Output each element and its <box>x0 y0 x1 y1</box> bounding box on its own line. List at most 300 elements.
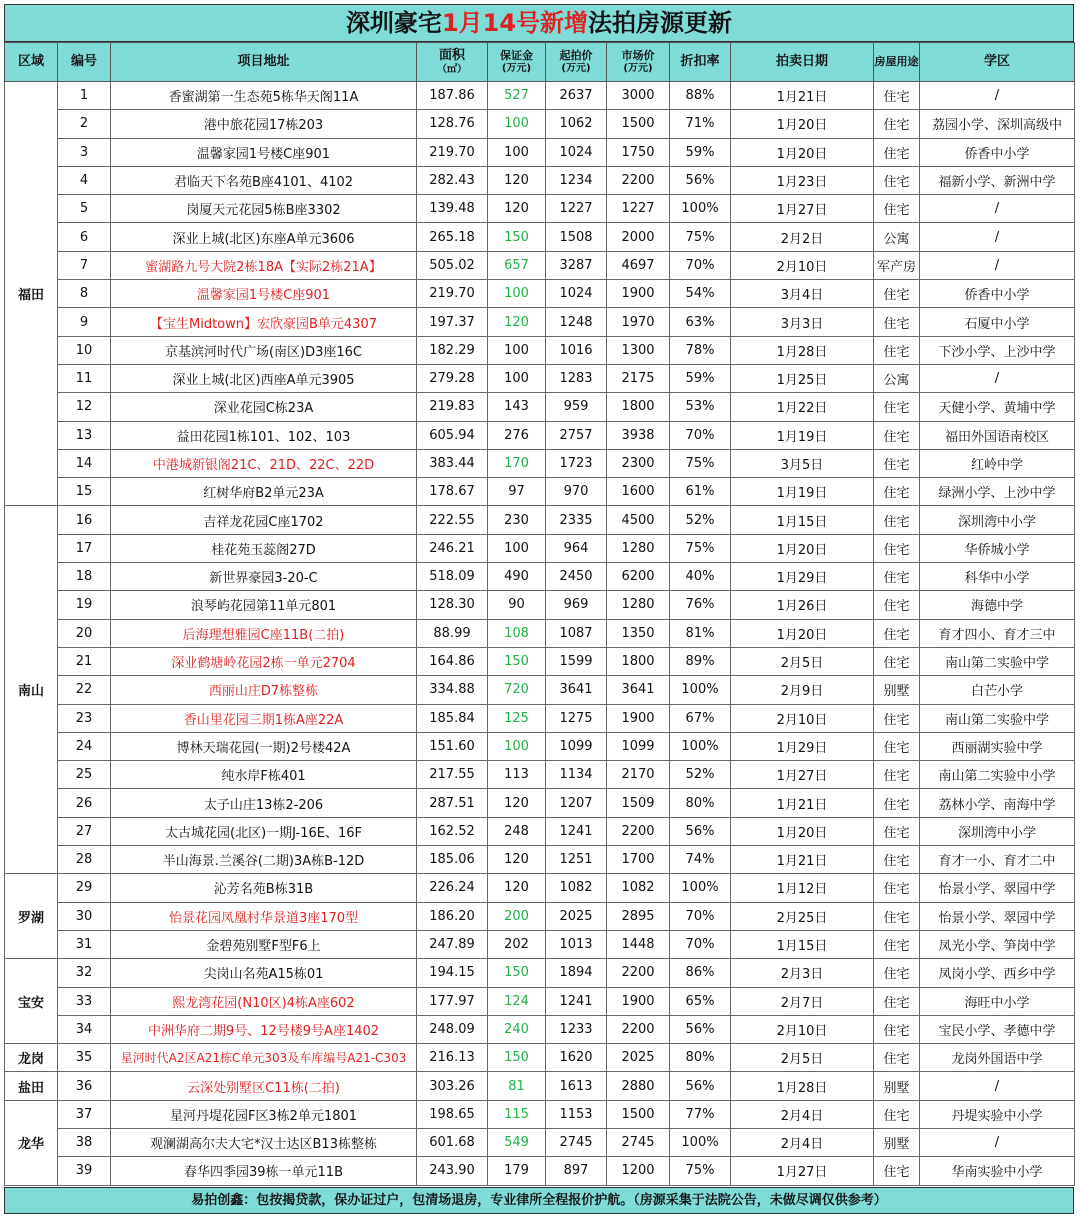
row-no: 6 <box>58 223 111 251</box>
area-cell: 248.09 <box>417 1015 488 1043</box>
deposit-cell: 120 <box>488 166 546 194</box>
deposit-cell: 240 <box>488 1015 546 1043</box>
deposit-cell: 143 <box>488 393 546 421</box>
col-area-unit: （㎡） <box>437 63 467 75</box>
usage-cell: 住宅 <box>874 1100 920 1128</box>
deposit-cell: 179 <box>488 1157 546 1185</box>
usage-cell: 住宅 <box>874 563 920 591</box>
school-cell: 石厦中小学 <box>920 308 1075 336</box>
market-price-cell: 3641 <box>607 676 670 704</box>
row-no: 19 <box>58 591 111 619</box>
usage-cell: 住宅 <box>874 478 920 506</box>
usage-cell: 住宅 <box>874 534 920 562</box>
address-cell: 春华四季园39栋一单元11B <box>111 1157 417 1185</box>
col-no-label: 编号 <box>70 53 97 69</box>
deposit-cell: 150 <box>488 647 546 675</box>
auction-date-cell: 1月26日 <box>731 591 874 619</box>
start-price-cell: 1013 <box>546 930 607 958</box>
discount-cell: 75% <box>670 534 731 562</box>
area-cell: 198.65 <box>417 1100 488 1128</box>
usage-cell: 住宅 <box>874 138 920 166</box>
page-title <box>4 4 1074 42</box>
table-row <box>5 308 1075 336</box>
area-cell: 185.06 <box>417 846 488 874</box>
school-cell: / <box>920 223 1075 251</box>
start-price-cell: 1508 <box>546 223 607 251</box>
address-cell: 君临天下名苑B座4101、4102 <box>111 166 417 194</box>
table-row <box>5 393 1075 421</box>
start-price-cell: 897 <box>546 1157 607 1185</box>
discount-cell: 75% <box>670 223 731 251</box>
auction-date-cell: 1月20日 <box>731 534 874 562</box>
address-cell: 云深处别墅区C11栋(二拍) <box>111 1072 417 1100</box>
col-deposit <box>488 43 546 82</box>
usage-cell: 别墅 <box>874 676 920 704</box>
area-cell: 219.83 <box>417 393 488 421</box>
address-cell: 中港城新银阁21C、21D、22C、22D <box>111 449 417 477</box>
discount-cell: 74% <box>670 846 731 874</box>
district-cell: 盐田 <box>5 1072 58 1100</box>
deposit-cell: 120 <box>488 308 546 336</box>
row-no: 9 <box>58 308 111 336</box>
market-price-cell: 1970 <box>607 308 670 336</box>
deposit-cell: 124 <box>488 987 546 1015</box>
deposit-cell: 230 <box>488 506 546 534</box>
auction-date-cell: 2月7日 <box>731 987 874 1015</box>
deposit-cell: 100 <box>488 110 546 138</box>
table-row <box>5 874 1075 902</box>
area-cell: 177.97 <box>417 987 488 1015</box>
listing-body <box>5 82 1075 1186</box>
school-cell: 南山第二实验中小学 <box>920 761 1075 789</box>
area-cell: 217.55 <box>417 761 488 789</box>
deposit-cell: 527 <box>488 82 546 110</box>
school-cell: 荔林小学、南海中学 <box>920 789 1075 817</box>
table-row <box>5 1015 1075 1043</box>
discount-cell: 40% <box>670 563 731 591</box>
market-price-cell: 6200 <box>607 563 670 591</box>
school-cell: / <box>920 82 1075 110</box>
address-cell: 博林天瑞花园(一期)2号楼42A <box>111 732 417 760</box>
auction-date-cell: 1月22日 <box>731 393 874 421</box>
start-price-cell: 1016 <box>546 336 607 364</box>
col-address <box>111 43 417 82</box>
market-price-cell: 1500 <box>607 1100 670 1128</box>
auction-date-cell: 2月10日 <box>731 251 874 279</box>
area-cell: 226.24 <box>417 874 488 902</box>
address-cell: 香山里花园三期1栋A座22A <box>111 704 417 732</box>
start-price-cell: 2335 <box>546 506 607 534</box>
start-price-cell: 969 <box>546 591 607 619</box>
school-cell: 红岭中学 <box>920 449 1075 477</box>
school-cell: 凤岗小学、西乡中学 <box>920 959 1075 987</box>
col-start-label: 起拍价 <box>559 48 593 62</box>
market-price-cell: 1300 <box>607 336 670 364</box>
table-row <box>5 619 1075 647</box>
table-row <box>5 364 1075 392</box>
market-price-cell: 1800 <box>607 647 670 675</box>
usage-cell: 住宅 <box>874 846 920 874</box>
usage-cell: 住宅 <box>874 1157 920 1185</box>
usage-cell: 别墅 <box>874 1128 920 1156</box>
discount-cell: 70% <box>670 421 731 449</box>
table-row <box>5 478 1075 506</box>
auction-date-cell: 2月5日 <box>731 1044 874 1072</box>
row-no: 4 <box>58 166 111 194</box>
school-cell: 荔园小学、深圳高级中 <box>920 110 1075 138</box>
area-cell: 197.37 <box>417 308 488 336</box>
auction-date-cell: 2月3日 <box>731 959 874 987</box>
deposit-cell: 150 <box>488 959 546 987</box>
usage-cell: 住宅 <box>874 959 920 987</box>
auction-date-cell: 1月19日 <box>731 478 874 506</box>
area-cell: 151.60 <box>417 732 488 760</box>
table-row <box>5 82 1075 110</box>
area-cell: 187.86 <box>417 82 488 110</box>
market-price-cell: 2170 <box>607 761 670 789</box>
market-price-cell: 1900 <box>607 280 670 308</box>
start-price-cell: 1207 <box>546 789 607 817</box>
school-cell: / <box>920 195 1075 223</box>
discount-cell: 80% <box>670 789 731 817</box>
deposit-cell: 113 <box>488 761 546 789</box>
table-row <box>5 789 1075 817</box>
area-cell: 303.26 <box>417 1072 488 1100</box>
deposit-cell: 490 <box>488 563 546 591</box>
discount-cell: 70% <box>670 902 731 930</box>
usage-cell: 住宅 <box>874 647 920 675</box>
table-row <box>5 959 1075 987</box>
area-cell: 219.70 <box>417 280 488 308</box>
discount-cell: 59% <box>670 138 731 166</box>
address-cell: 益田花园1栋101、102、103 <box>111 421 417 449</box>
usage-cell: 住宅 <box>874 195 920 223</box>
discount-cell: 53% <box>670 393 731 421</box>
school-cell: 海德中学 <box>920 591 1075 619</box>
table-row <box>5 138 1075 166</box>
market-price-cell: 1750 <box>607 138 670 166</box>
deposit-cell: 150 <box>488 1044 546 1072</box>
usage-cell: 住宅 <box>874 761 920 789</box>
deposit-cell: 150 <box>488 223 546 251</box>
district-cell: 龙岗 <box>5 1044 58 1072</box>
auction-date-cell: 1月12日 <box>731 874 874 902</box>
address-cell: 深业上城(北区)东座A单元3606 <box>111 223 417 251</box>
auction-date-cell: 1月21日 <box>731 789 874 817</box>
address-cell: 【宝生Midtown】宏欣豪园B单元4307 <box>111 308 417 336</box>
address-cell: 纯水岸F栋401 <box>111 761 417 789</box>
table-row <box>5 732 1075 760</box>
row-no: 24 <box>58 732 111 760</box>
deposit-cell: 200 <box>488 902 546 930</box>
start-price-cell: 1723 <box>546 449 607 477</box>
address-cell: 蜜湖路九号大院2栋18A【实际2栋21A】 <box>111 251 417 279</box>
col-area-label: 面积 <box>438 47 465 63</box>
deposit-cell: 90 <box>488 591 546 619</box>
start-price-cell: 964 <box>546 534 607 562</box>
district-cell: 宝安 <box>5 959 58 1044</box>
district-cell: 龙华 <box>5 1100 58 1185</box>
row-no: 28 <box>58 846 111 874</box>
row-no: 2 <box>58 110 111 138</box>
start-price-cell: 1233 <box>546 1015 607 1043</box>
col-area <box>417 43 488 82</box>
table-row <box>5 280 1075 308</box>
school-cell: 福新小学、新洲中学 <box>920 166 1075 194</box>
address-cell: 浪琴屿花园第11单元801 <box>111 591 417 619</box>
col-district-label: 区域 <box>17 53 44 69</box>
start-price-cell: 1275 <box>546 704 607 732</box>
auction-date-cell: 1月28日 <box>731 1072 874 1100</box>
school-cell: 下沙小学、上沙中学 <box>920 336 1075 364</box>
start-price-cell: 2450 <box>546 563 607 591</box>
col-market-unit: (万元) <box>623 62 653 74</box>
deposit-cell: 120 <box>488 195 546 223</box>
market-price-cell: 2000 <box>607 223 670 251</box>
deposit-cell: 81 <box>488 1072 546 1100</box>
start-price-cell: 1134 <box>546 761 607 789</box>
start-price-cell: 1024 <box>546 280 607 308</box>
auction-date-cell: 1月20日 <box>731 110 874 138</box>
row-no: 38 <box>58 1128 111 1156</box>
market-price-cell: 1900 <box>607 987 670 1015</box>
start-price-cell: 2745 <box>546 1128 607 1156</box>
start-price-cell: 1082 <box>546 874 607 902</box>
col-market <box>607 43 670 82</box>
market-price-cell: 1227 <box>607 195 670 223</box>
start-price-cell: 1024 <box>546 138 607 166</box>
discount-cell: 70% <box>670 930 731 958</box>
school-cell: 华侨城小学 <box>920 534 1075 562</box>
start-price-cell: 1227 <box>546 195 607 223</box>
school-cell: 怡景小学、翠园中学 <box>920 874 1075 902</box>
row-no: 1 <box>58 82 111 110</box>
school-cell: 深圳湾中小学 <box>920 817 1075 845</box>
auction-date-cell: 2月5日 <box>731 647 874 675</box>
school-cell: 育才四小、育才三中 <box>920 619 1075 647</box>
market-price-cell: 2200 <box>607 817 670 845</box>
row-no: 25 <box>58 761 111 789</box>
school-cell: 凤光小学、笋岗中学 <box>920 930 1075 958</box>
auction-date-cell: 1月29日 <box>731 563 874 591</box>
usage-cell: 住宅 <box>874 1015 920 1043</box>
address-cell: 西丽山庄D7栋整栋 <box>111 676 417 704</box>
market-price-cell: 1509 <box>607 789 670 817</box>
col-deposit-label: 保证金 <box>500 48 533 62</box>
table-row <box>5 761 1075 789</box>
auction-date-cell: 1月27日 <box>731 195 874 223</box>
auction-date-cell: 1月15日 <box>731 506 874 534</box>
address-cell: 后海理想雅园C座11B(二拍) <box>111 619 417 647</box>
discount-cell: 100% <box>670 874 731 902</box>
usage-cell: 住宅 <box>874 449 920 477</box>
table-row <box>5 251 1075 279</box>
usage-cell: 住宅 <box>874 110 920 138</box>
title-highlight: 1月14号新增 <box>441 9 589 37</box>
table-row <box>5 1072 1075 1100</box>
start-price-cell: 970 <box>546 478 607 506</box>
table-row <box>5 902 1075 930</box>
title-part-3: 法拍房源更新 <box>588 9 733 37</box>
discount-cell: 59% <box>670 364 731 392</box>
row-no: 29 <box>58 874 111 902</box>
start-price-cell: 1241 <box>546 817 607 845</box>
market-price-cell: 1900 <box>607 704 670 732</box>
school-cell: 南山第二实验中学 <box>920 647 1075 675</box>
area-cell: 601.68 <box>417 1128 488 1156</box>
market-price-cell: 1280 <box>607 591 670 619</box>
discount-cell: 56% <box>670 1072 731 1100</box>
deposit-cell: 657 <box>488 251 546 279</box>
row-no: 32 <box>58 959 111 987</box>
address-cell: 深业花园C栋23A <box>111 393 417 421</box>
start-price-cell: 2757 <box>546 421 607 449</box>
discount-cell: 81% <box>670 619 731 647</box>
discount-cell: 89% <box>670 647 731 675</box>
deposit-cell: 100 <box>488 534 546 562</box>
discount-cell: 52% <box>670 506 731 534</box>
start-price-cell: 1248 <box>546 308 607 336</box>
table-row <box>5 1157 1075 1185</box>
row-no: 14 <box>58 449 111 477</box>
auction-date-cell: 2月25日 <box>731 902 874 930</box>
start-price-cell: 1283 <box>546 364 607 392</box>
deposit-cell: 100 <box>488 364 546 392</box>
auction-date-cell: 1月20日 <box>731 138 874 166</box>
discount-cell: 67% <box>670 704 731 732</box>
school-cell: 育才一小、育才二中 <box>920 846 1075 874</box>
row-no: 17 <box>58 534 111 562</box>
market-price-cell: 2200 <box>607 166 670 194</box>
school-cell: 侨香中小学 <box>920 280 1075 308</box>
table-row <box>5 676 1075 704</box>
table-row <box>5 930 1075 958</box>
row-no: 36 <box>58 1072 111 1100</box>
auction-date-cell: 1月28日 <box>731 336 874 364</box>
district-cell: 南山 <box>5 506 58 874</box>
col-usage <box>874 43 920 82</box>
market-price-cell: 1200 <box>607 1157 670 1185</box>
discount-cell: 86% <box>670 959 731 987</box>
usage-cell: 住宅 <box>874 421 920 449</box>
area-cell: 247.89 <box>417 930 488 958</box>
address-cell: 太子山庄13栋2-206 <box>111 789 417 817</box>
discount-cell: 77% <box>670 1100 731 1128</box>
col-discount <box>670 43 731 82</box>
market-price-cell: 1099 <box>607 732 670 760</box>
address-cell: 熙龙湾花园(N10区)4栋A座602 <box>111 987 417 1015</box>
table-row <box>5 704 1075 732</box>
discount-cell: 63% <box>670 308 731 336</box>
discount-cell: 75% <box>670 1157 731 1185</box>
market-price-cell: 2895 <box>607 902 670 930</box>
col-school-label: 学区 <box>983 53 1010 69</box>
start-price-cell: 1599 <box>546 647 607 675</box>
discount-cell: 100% <box>670 195 731 223</box>
usage-cell: 住宅 <box>874 732 920 760</box>
row-no: 23 <box>58 704 111 732</box>
start-price-cell: 1613 <box>546 1072 607 1100</box>
row-no: 31 <box>58 930 111 958</box>
address-cell: 温馨家园1号楼C座901 <box>111 138 417 166</box>
usage-cell: 住宅 <box>874 308 920 336</box>
market-price-cell: 1800 <box>607 393 670 421</box>
usage-cell: 住宅 <box>874 987 920 1015</box>
table-row <box>5 506 1075 534</box>
deposit-cell: 100 <box>488 280 546 308</box>
auction-date-cell: 1月19日 <box>731 421 874 449</box>
usage-cell: 公寓 <box>874 223 920 251</box>
col-school <box>920 43 1075 82</box>
market-price-cell: 2200 <box>607 959 670 987</box>
deposit-cell: 170 <box>488 449 546 477</box>
area-cell: 282.43 <box>417 166 488 194</box>
address-cell: 中洲华府二期9号、12号楼9号A座1402 <box>111 1015 417 1043</box>
discount-cell: 75% <box>670 449 731 477</box>
start-price-cell: 1241 <box>546 987 607 1015</box>
school-cell: 龙岗外国语中学 <box>920 1044 1075 1072</box>
listing-table <box>4 42 1075 1186</box>
usage-cell: 住宅 <box>874 393 920 421</box>
title-part-1: 深圳豪宅 <box>345 9 442 37</box>
address-cell: 太古城花园(北区)一期J-16E、16F <box>111 817 417 845</box>
discount-cell: 71% <box>670 110 731 138</box>
table-row <box>5 166 1075 194</box>
start-price-cell: 1234 <box>546 166 607 194</box>
deposit-cell: 120 <box>488 846 546 874</box>
table-row <box>5 421 1075 449</box>
col-date <box>731 43 874 82</box>
auction-date-cell: 1月21日 <box>731 846 874 874</box>
auction-date-cell: 3月5日 <box>731 449 874 477</box>
address-cell: 深业鹤塘岭花园2栋一单元2704 <box>111 647 417 675</box>
table-row <box>5 987 1075 1015</box>
deposit-cell: 549 <box>488 1128 546 1156</box>
auction-date-cell: 1月23日 <box>731 166 874 194</box>
address-cell: 星河丹堤花园F区3栋2单元1801 <box>111 1100 417 1128</box>
start-price-cell: 1620 <box>546 1044 607 1072</box>
school-cell: / <box>920 1072 1075 1100</box>
usage-cell: 公寓 <box>874 364 920 392</box>
row-no: 26 <box>58 789 111 817</box>
auction-date-cell: 1月20日 <box>731 817 874 845</box>
row-no: 33 <box>58 987 111 1015</box>
table-row <box>5 195 1075 223</box>
col-district <box>5 43 58 82</box>
address-cell: 温馨家园1号楼C座901 <box>111 280 417 308</box>
table-row <box>5 647 1075 675</box>
market-price-cell: 1082 <box>607 874 670 902</box>
discount-cell: 56% <box>670 1015 731 1043</box>
usage-cell: 住宅 <box>874 930 920 958</box>
usage-cell: 住宅 <box>874 506 920 534</box>
usage-cell: 别墅 <box>874 1072 920 1100</box>
area-cell: 164.86 <box>417 647 488 675</box>
col-date-label: 拍卖日期 <box>775 53 828 69</box>
table-row <box>5 110 1075 138</box>
row-no: 16 <box>58 506 111 534</box>
auction-date-cell: 2月4日 <box>731 1128 874 1156</box>
market-price-cell: 4697 <box>607 251 670 279</box>
school-cell: 海旺中小学 <box>920 987 1075 1015</box>
auction-date-cell: 1月25日 <box>731 364 874 392</box>
deposit-cell: 100 <box>488 336 546 364</box>
address-cell: 星河时代A2区A21栋C单元303及车库编号A21-C303 <box>111 1044 417 1072</box>
school-cell: 西丽湖实验中学 <box>920 732 1075 760</box>
school-cell: 怡景小学、翠园中学 <box>920 902 1075 930</box>
market-price-cell: 2300 <box>607 449 670 477</box>
row-no: 10 <box>58 336 111 364</box>
